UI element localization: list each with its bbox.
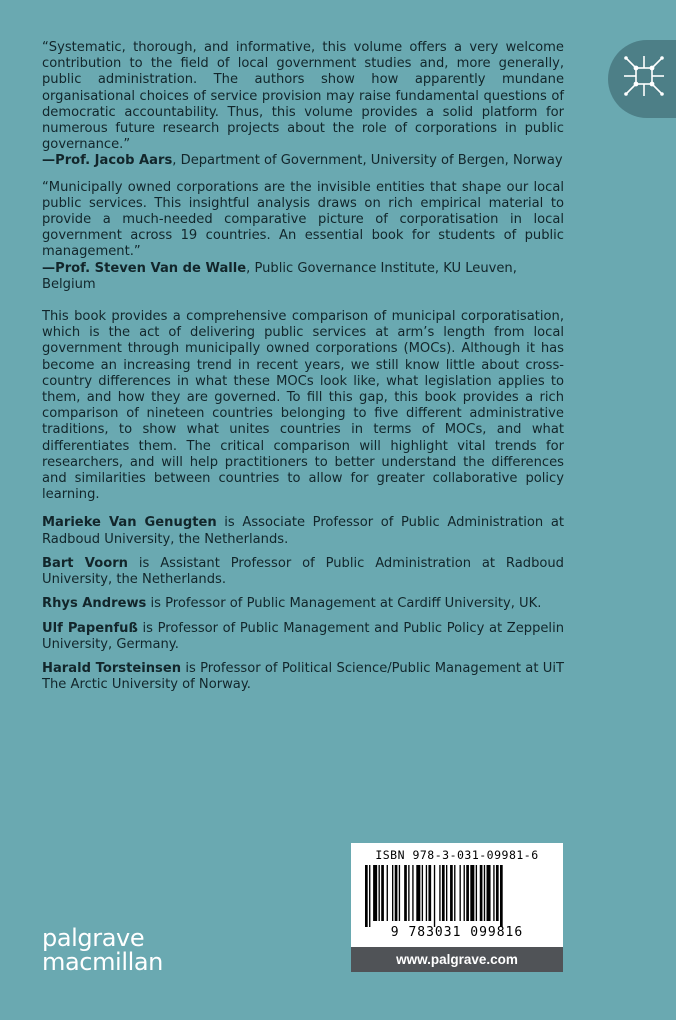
author-bio-text: is Associate Professor of Public Administration at Radboud University, the Netherlands. — [42, 515, 564, 547]
author-bio — [42, 596, 564, 612]
palgrave-badge — [608, 40, 676, 118]
barcode-bar — [426, 865, 427, 921]
quote-affiliation: , Public Governance Institute, KU Leuven, Belgium — [42, 260, 517, 292]
isbn-label: ISBN 978-3-031-09981-6 — [375, 848, 539, 862]
isbn-barcode — [351, 843, 563, 947]
barcode-bar — [369, 865, 370, 927]
barcode-bar — [493, 865, 494, 921]
barcode-bar — [408, 865, 409, 921]
barcode-bars — [365, 865, 549, 927]
author-name: Bart Voorn — [42, 555, 128, 571]
quote-text: “Municipally owned corporations are the invisible entities that shape our local public services. This insightful analysis draws on rich empirical material to provide a much-needed comparative picture of corporatisation in local government across 19 countries. An essential book for students of public management.” — [42, 179, 564, 260]
quote-affiliation: , Department of Government, University of Bergen, Norway — [172, 153, 563, 169]
description-text: This book provides a comprehensive comparison of municipal corporatisation, which is the act of delivering public services at arm’s length from local government through municipally owned corporations (MOCs). Although it has become an increasing trend in recent years, we still know little about cross-country differences in what these MOCs look like, what legislation applies to them, and how they are governed. To fill this gap, this book provides a rich comparison of nineteen countries belonging to five different administrative traditions, to show what unites countries in terms of MOCs, and what differentiates them. The critical comparison will highlight vital trends for researchers, and will help practitioners to better understand the differences and similarities between countries to allow for greater collaborative policy learning. — [42, 309, 564, 503]
author-bio-text: is Professor of Public Management and Public Policy at Zeppelin University, Germany. — [42, 620, 565, 652]
cover-text — [42, 40, 564, 701]
barcode-bar — [466, 865, 469, 921]
barcode-bar — [484, 865, 485, 921]
book-description — [42, 309, 564, 503]
barcode-bar — [460, 865, 461, 921]
barcode-digits: 9 783031 099816 — [390, 925, 524, 940]
barcode-bar — [470, 865, 474, 921]
barcode-bar — [422, 865, 423, 921]
barcode-bar — [428, 865, 431, 921]
barcode-bar — [387, 865, 388, 921]
barcode-bar — [404, 865, 407, 921]
endorsement-quote — [42, 40, 564, 170]
barcode-bar — [399, 865, 400, 921]
barcode-bar — [496, 865, 499, 921]
barcode-bar — [446, 865, 447, 921]
endorsement-quote — [42, 180, 564, 293]
barcode-bar — [365, 865, 368, 927]
barcode-bar — [439, 865, 440, 921]
barcode-bar — [454, 865, 455, 921]
author-name: Ulf Papenfuß — [42, 620, 138, 636]
website-url: www.palgrave.com — [351, 947, 563, 972]
publisher-line1: palgrave — [42, 924, 145, 952]
quote-attribution — [42, 261, 564, 293]
barcode-bar — [392, 865, 393, 921]
barcode-bar — [373, 865, 377, 921]
barcode-bar — [416, 865, 420, 921]
author-bio-text: is Professor of Political Science/Public Management at UiT The Arctic University of Norway. — [42, 660, 564, 693]
quote-author: —Prof. Jacob Aars — [42, 153, 173, 169]
quote-author: —Prof. Steven Van de Walle — [42, 260, 247, 276]
barcode-bar — [379, 865, 380, 921]
barcode-bar — [480, 865, 483, 921]
author-bio-text: is Assistant Professor of Public Administration at Radboud University, the Netherlands. — [42, 555, 564, 588]
author-name: Marieke Van Genugten — [42, 515, 217, 531]
author-bio — [42, 556, 564, 588]
author-name: Harald Torsteinsen — [42, 660, 182, 676]
barcode-bar — [434, 865, 435, 927]
quote-attribution — [42, 153, 564, 169]
author-name: Rhys Andrews — [42, 596, 147, 612]
author-bio — [42, 661, 564, 693]
publisher-line2: macmillan — [42, 948, 163, 976]
barcode-bar — [476, 865, 477, 921]
publisher-logo — [42, 926, 163, 974]
barcode-bar — [381, 865, 384, 921]
author-bio-text: is Professor of Public Management at Cardiff University, UK. — [146, 596, 542, 612]
barcode-bar — [450, 865, 453, 921]
author-bio — [42, 515, 564, 547]
quote-text: “Systematic, thorough, and informative, this volume offers a very welcome contribution to the field of local government studies and, more generally, public administration. The authors show how apparently mundane organisational choices of service provision may raise fundamental questions of democratic accountability. Thus, this volume provides a solid platform for numerous future research projects about the role of corporations in public governance.” — [42, 40, 564, 153]
barcode-bar — [412, 865, 413, 921]
author-bio — [42, 621, 564, 653]
barcode-bar — [487, 865, 491, 921]
barcode-bar — [442, 865, 445, 921]
barcode-bar — [500, 865, 503, 927]
barcode-bar — [395, 865, 398, 921]
barcode-bar — [464, 865, 465, 921]
